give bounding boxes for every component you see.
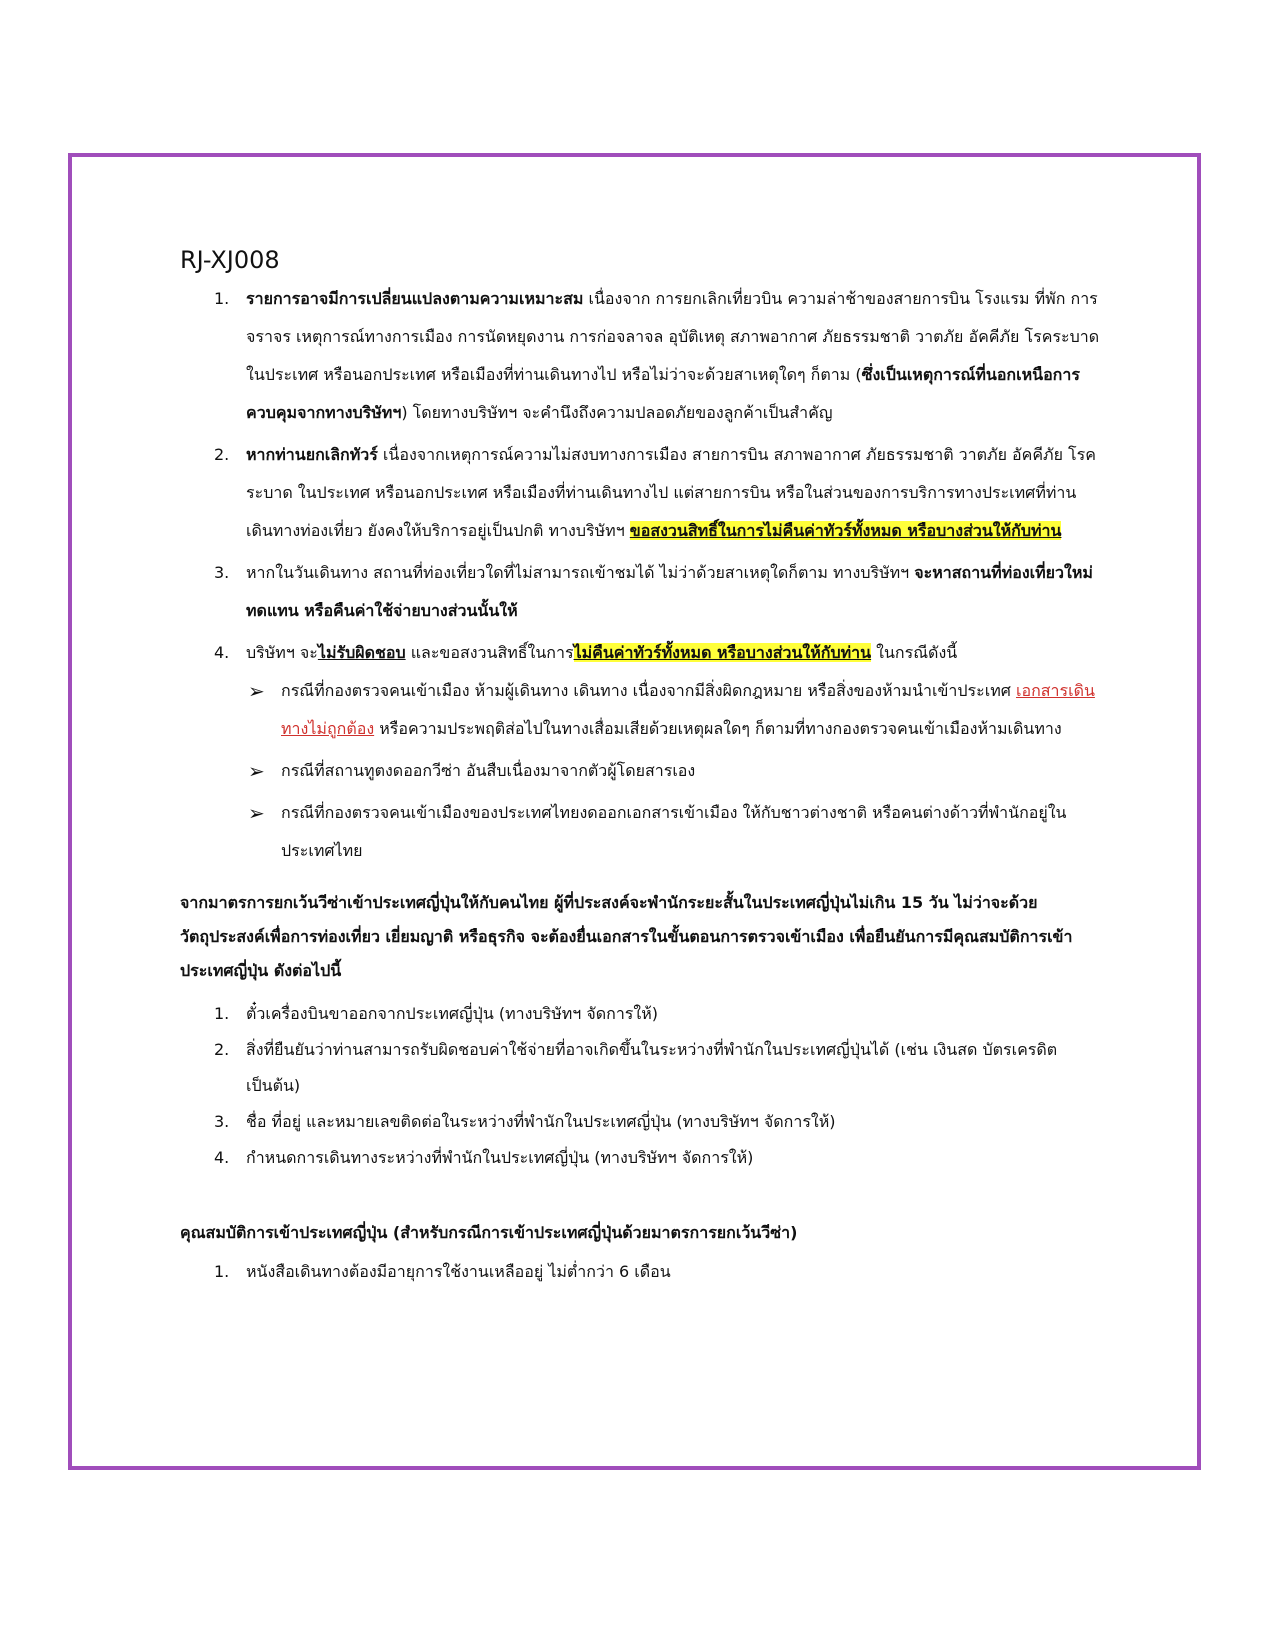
qualification-item-1 bbox=[180, 1254, 1100, 1290]
exceptions-list bbox=[180, 672, 1100, 870]
condition-item-2 bbox=[180, 436, 1100, 550]
document-item-2 bbox=[180, 1032, 1100, 1104]
item-text: หรือความประพฤติส่อไปในทางเสื่อมเสียด้วยเหตุผลใดๆ ก็ตามที่ทางกองตรวจคนเข้าเมืองห้ามเดินทาง bbox=[374, 719, 1062, 738]
tour-code: RJ-XJ008 bbox=[180, 246, 280, 274]
item-text: หนังสือเดินทางต้องมีอายุการใช้งานเหลืออยู่ ไม่ต่ำกว่า 6 เดือน bbox=[246, 1262, 671, 1281]
item-text: กำหนดการเดินทางระหว่างที่พำนักในประเทศญี่ปุ่น (ทางบริษัทฯ จัดการให้) bbox=[246, 1148, 754, 1167]
document-content bbox=[180, 246, 1100, 1290]
item-text: และขอสงวนสิทธิ์ในการ bbox=[405, 643, 574, 662]
item-text: กรณีที่กองตรวจคนเข้าเมือง ห้ามผู้เดินทาง เดินทาง เนื่องจากมีสิ่งผิดกฎหมาย หรือสิ่งของห้ามนำเข้าประเทศ bbox=[281, 681, 1016, 700]
document-item-4 bbox=[180, 1140, 1100, 1176]
item-number: 1. bbox=[214, 1262, 230, 1281]
item-number: 3. bbox=[214, 563, 230, 582]
item-bold-text: ซึ่งเป็นเหตุการณ์ที่นอกเหนือการควบคุมจากทางบริษัทฯ bbox=[246, 365, 1080, 422]
underlined-bold-text: ไม่รับผิดชอบ bbox=[317, 643, 406, 662]
item-text: ) โดยทางบริษัทฯ จะคำนึงถึงความปลอดภัยของลูกค้าเป็นสำคัญ bbox=[401, 403, 833, 422]
qualification-heading: คุณสมบัติการเข้าประเทศญี่ปุ่น (สำหรับกรณีการเข้าประเทศญี่ปุ่นด้วยมาตรการยกเว้นวีซ่า) bbox=[180, 1223, 798, 1242]
arrow-bullet-icon: ➢ bbox=[248, 679, 265, 703]
item-number: 4. bbox=[214, 1148, 230, 1167]
exception-item-2 bbox=[180, 752, 1100, 790]
arrow-bullet-icon: ➢ bbox=[248, 759, 265, 783]
item-text: เนื่องจากเหตุการณ์ความไม่สงบทางการเมือง สายการบิน สภาพอากาศ ภัยธรรมชาติ วาตภัย อัคคีภัย โรคระบาด ในประเทศ หรือนอกประเทศ หรือเมืองที่ท่านเดินทางไป แต่สายการบิน หรือในส่วนของการบริการทางประเทศที่ท่านเดินทางท่องเที่ยว ยังคงให้บริการอยู่เป็นปกติ ทางบริษัทฯ bbox=[246, 445, 1096, 540]
document-item-1 bbox=[180, 996, 1100, 1032]
item-bold-text: จะหาสถานที่ท่องเที่ยวใหม่ทดแทน หรือคืนค่าใช้จ่ายบางส่วนนั้นให้ bbox=[246, 563, 1093, 620]
condition-item-4 bbox=[180, 634, 1100, 672]
item-text: กรณีที่กองตรวจคนเข้าเมืองของประเทศไทยงดออกเอกสารเข้าเมือง ให้กับชาวต่างชาติ หรือคนต่างด้าวที่พำนักอยู่ในประเทศไทย bbox=[281, 803, 1067, 860]
visa-exemption-paragraph: จากมาตรการยกเว้นวีซ่าเข้าประเทศญี่ปุ่นให้กับคนไทย ผู้ที่ประสงค์จะพำนักระยะสั้นในประเทศญี่ปุ่นไม่เกิน 15 วัน ไม่ว่าจะด้วยวัตถุประสงค์เพื่อการท่องเที่ยว เยี่ยมญาติ หรือธุรกิจ จะต้องยื่นเอกสารในขั้นตอนการตรวจเข้าเมือง เพื่อยืนยันการมีคุณสมบัติการเข้าประเทศญี่ปุ่น ดังต่อไปนี้ bbox=[180, 893, 1073, 980]
item-number: 4. bbox=[214, 643, 230, 662]
item-text: ชื่อ ที่อยู่ และหมายเลขติดต่อในระหว่างที่พำนักในประเทศญี่ปุ่น (ทางบริษัทฯ จัดการให้) bbox=[246, 1112, 836, 1131]
item-text: กรณีที่สถานทูตงดออกวีซ่า อันสืบเนื่องมาจากตัวผู้โดยสารเอง bbox=[281, 761, 696, 780]
highlighted-text: ขอสงวนสิทธิ์ในการไม่คืนค่าทัวร์ทั้งหมด หรือบางส่วนให้กับท่าน bbox=[629, 521, 1062, 540]
item-text: สิ่งที่ยืนยันว่าท่านสามารถรับผิดชอบค่าใช้จ่ายที่อาจเกิดขึ้นในระหว่างที่พำนักในประเทศญี่ปุ่นได้ (เช่น เงินสด บัตรเครดิต เป็นต้น) bbox=[246, 1040, 1058, 1095]
condition-item-3 bbox=[180, 554, 1100, 630]
item-text: ในกรณีดังนี้ bbox=[871, 643, 958, 662]
item-number: 3. bbox=[214, 1112, 230, 1131]
item-number: 1. bbox=[214, 1004, 230, 1023]
item-number: 1. bbox=[214, 289, 230, 308]
red-underlined-text: เอกสารเดินทางไม่ถูกต้อง bbox=[281, 681, 1095, 738]
highlighted-text: ไม่คืนค่าทัวร์ทั้งหมด หรือบางส่วนให้กับท่าน bbox=[573, 643, 872, 662]
condition-item-1 bbox=[180, 280, 1100, 432]
item-text: หากในวันเดินทาง สถานที่ท่องเที่ยวใดที่ไม่สามารถเข้าชมได้ ไม่ว่าด้วยสาเหตุใดก็ตาม ทางบริษัทฯ bbox=[246, 563, 915, 582]
item-number: 2. bbox=[214, 1040, 230, 1059]
required-documents-list bbox=[180, 996, 1100, 1176]
item-text: เนื่องจาก การยกเลิกเที่ยวบิน ความล่าช้าของสายการบิน โรงแรม ที่พัก การจราจร เหตุการณ์ทางการเมือง การนัดหยุดงาน การก่อจลาจล อุบัติเหตุ สภาพอากาศ ภัยธรรมชาติ วาตภัย อัคคีภัย โรคระบาด ในประเทศ หรือนอกประเทศ หรือเมืองที่ท่านเดินทางไป หรือไม่ว่าจะด้วยสาเหตุใดๆ ก็ตาม ( bbox=[246, 289, 1100, 384]
qualification-list bbox=[180, 1254, 1100, 1290]
document-item-3 bbox=[180, 1104, 1100, 1140]
conditions-list bbox=[180, 280, 1100, 672]
item-bold-text: รายการอาจมีการเปลี่ยนแปลงตามความเหมาะสม bbox=[246, 289, 584, 308]
item-bold-text: หากท่านยกเลิกทัวร์ bbox=[246, 445, 378, 464]
exception-item-3 bbox=[180, 794, 1100, 870]
item-text: ตั๋วเครื่องบินขาออกจากประเทศญี่ปุ่น (ทางบริษัทฯ จัดการให้) bbox=[246, 1004, 658, 1023]
item-number: 2. bbox=[214, 445, 230, 464]
arrow-bullet-icon: ➢ bbox=[248, 801, 265, 825]
exception-item-1 bbox=[180, 672, 1100, 748]
item-text: บริษัทฯ จะ bbox=[246, 643, 318, 662]
